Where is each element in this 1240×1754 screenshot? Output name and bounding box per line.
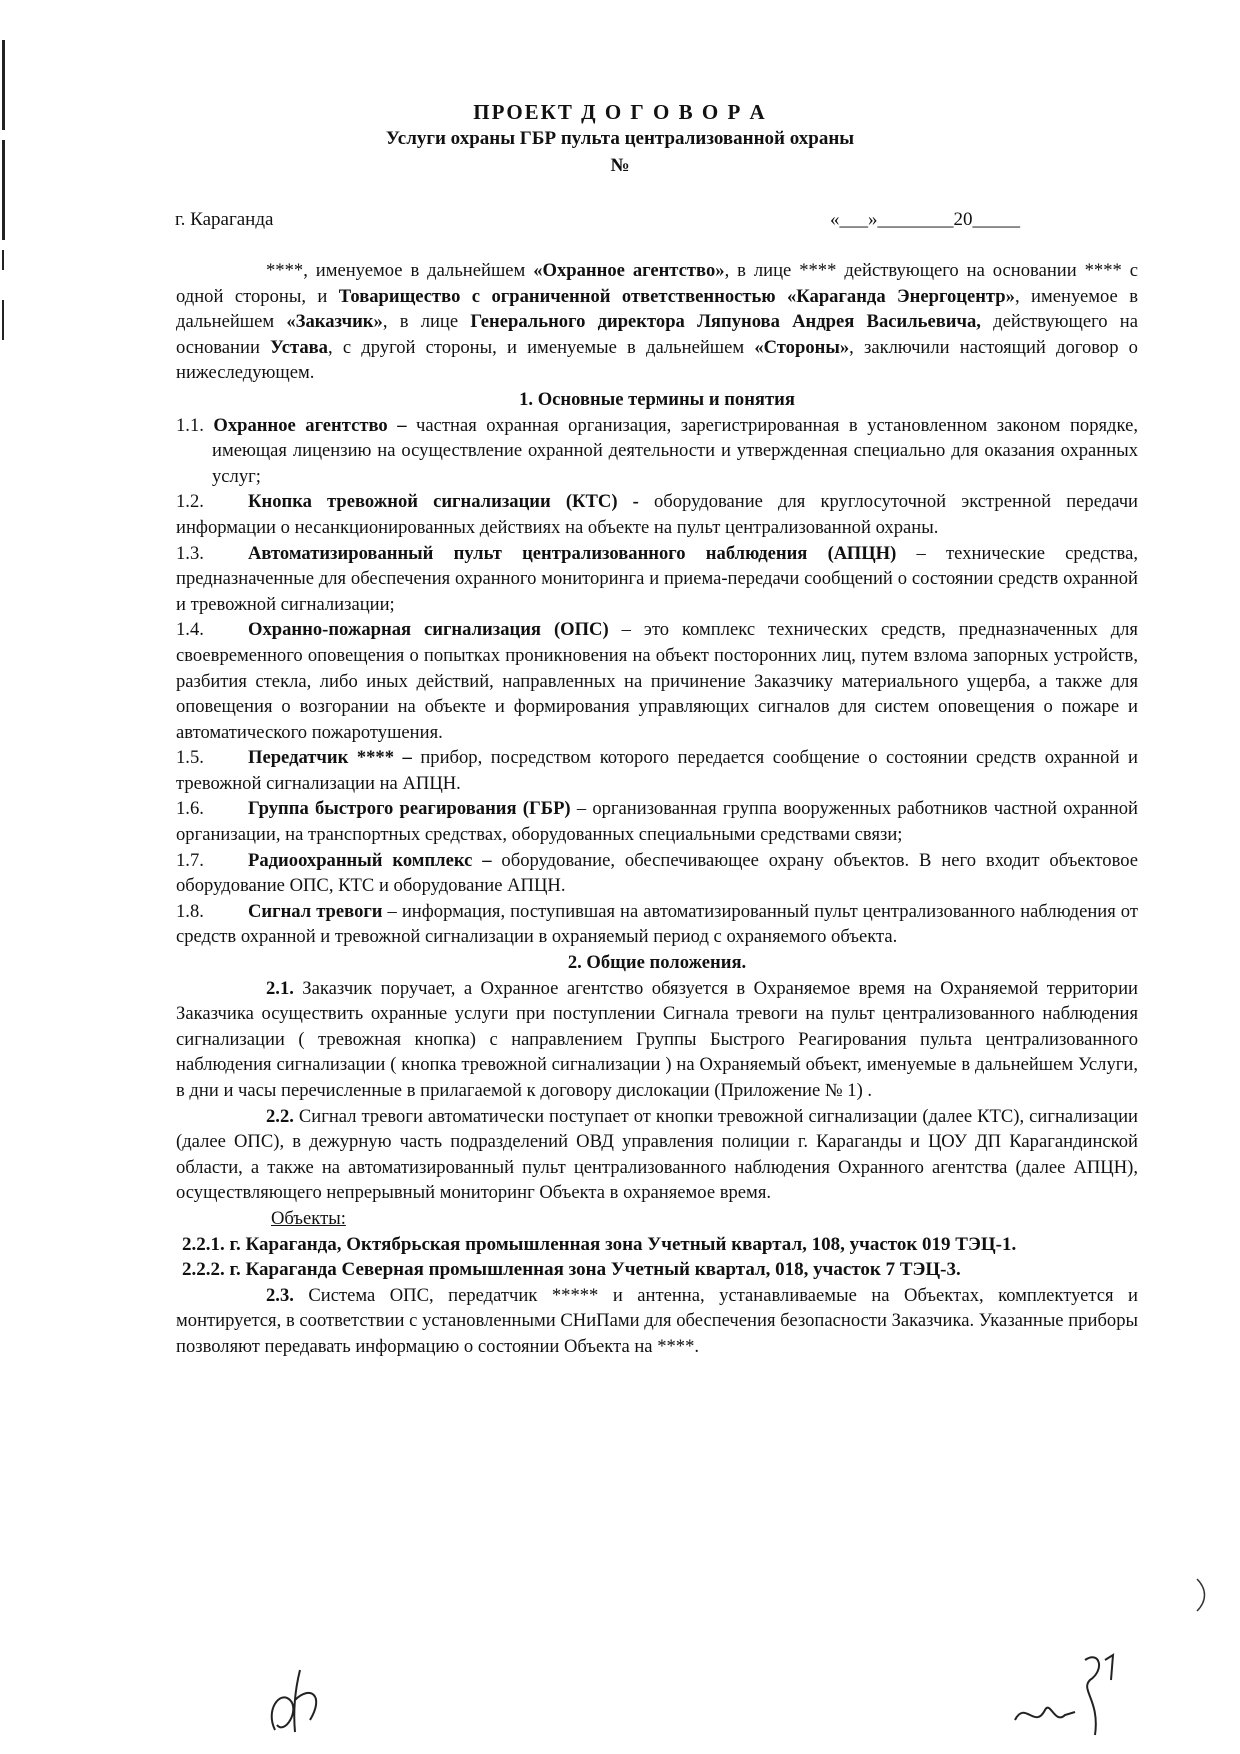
- section-2-heading: 2. Общие положения.: [567, 952, 747, 974]
- document-subtitle: Услуги охраны ГБР пульта централизованной охраны: [385, 128, 855, 149]
- section-1-heading: 1. Основные термины и понятия: [519, 388, 795, 410]
- contract-date: «___»________20_____: [830, 209, 1020, 230]
- signature-right: [1005, 1640, 1135, 1740]
- objects-label: Объекты:: [271, 1207, 346, 1229]
- scan-artifact: [2, 250, 4, 270]
- term-item: 1.6. Группа быстрого реагирования (ГБР) – организованная группа вооруженных работников частной охранной организации, на транспортных средствах, оборудованных специальными средствами связи;: [176, 798, 1138, 846]
- object-item: 2.2.2. г. Караганда Северная промышленная зона Учетный квартал, 018, участок 7 ТЭЦ-3.: [182, 1259, 961, 1281]
- clause-2-3: 2.3. Система ОПС, передатчик ***** и антенна, устанавливаемые на Объектах, комплектуется и монтируется, в соответствии с установленными СНиПами для обеспечения безопасности Заказчика. Указанные приборы позволяют передавать информацию о состоянии Объекта на ****.: [176, 1284, 1138, 1357]
- term-item: 1.4. Охранно-пожарная сигнализация (ОПС) – это комплекс технических средств, предназначенных для своевременного оповещения о попытках проникновения на объект посторонних лиц, путем взлома запорных устройств, разбития стекла, либо иных действий, направленных на причинение Заказчику материального ущерба, а также для оповещения о возгорании на объекте и формирования управляющих сигналов для систем оповещения о пожаре и автоматического пожаротушения.: [176, 619, 1138, 743]
- clause-2-1: 2.1. Заказчик поручает, а Охранное агентство обязуется в Охраняемое время на Охраняемой территории Заказчика осуществить охранные услуги при поступлении Сигнала тревоги на пульт централизованного наблюдения сигнализации ( тревожная кнопка) с направлением Группы Быстрого Реагирования пульта централизованного наблюдения сигнализации ( кнопка тревожной сигнализации ) на Охраняемый объект, именуемые в дальнейшем Услуги, в дни и часы перечисленные в прилагаемой к договору дислокации (Приложение № 1) .: [176, 977, 1138, 1101]
- signature-left: [255, 1660, 345, 1740]
- margin-mark: [1192, 1575, 1212, 1615]
- document-title: ПРОЕКТ Д О Г О В О Р А: [473, 100, 767, 124]
- preamble: ****, именуемое в дальнейшем «Охранное агентство», в лице **** действующего на основании **** с одной стороны, и Товарищество с ограниченной ответственностью «Караганда Энергоцентр», именуемое в дальнейшем «Заказчик», в лице Генерального директора Ляпунова Андрея Васильевича, действующего на основании Устава, с другой стороны, и именуемые в дальнейшем «Стороны», заключили настоящий договор о нижеследующем.: [176, 260, 1138, 384]
- contract-place: г. Караганда: [175, 209, 274, 230]
- document-number: №: [610, 155, 630, 176]
- term-item: 1.8. Сигнал тревоги – информация, поступившая на автоматизированный пульт централизованного наблюдения от средств охранной и тревожной сигнализации в охраняемый период с охраняемого объекта.: [176, 900, 1138, 948]
- term-item: 1.1. Охранное агентство – частная охранная организация, зарегистрированная в установленном законом порядке, имеющая лицензию на осуществление охранной деятельности и утвержденная специально для оказания охранных услуг;: [176, 414, 1138, 487]
- term-item: 1.2. Кнопка тревожной сигнализации (КТС) - оборудование для круглосуточной экстренной передачи информации о несанкционированных действиях на объекте на пульт централизованной охраны.: [176, 491, 1139, 538]
- contract-body: [176, 258, 1138, 1360]
- clause-2-2: 2.2. Сигнал тревоги автоматически поступает от кнопки тревожной сигнализации (далее КТС), сигнализации (далее ОПС), в дежурную часть подразделений ОВД управления полиции г. Караганды и ЦОУ ДП Карагандинской области, а также на автоматизированный пульт централизованного наблюдения Охранного агентства (далее АПЦН), осуществляющего непрерывный мониторинг Объекта в охраняемое время.: [176, 1105, 1138, 1204]
- term-item: 1.3. Автоматизированный пульт централизованного наблюдения (АПЦН) – технические средства, предназначенные для обеспечения охранного мониторинга и приема-передачи сообщений о состоянии средств охранной и тревожной сигнализации;: [176, 542, 1138, 615]
- term-item: 1.5. Передатчик **** – прибор, посредством которого передается сообщение о состоянии средств охранной и тревожной сигнализации на АПЦН.: [176, 747, 1138, 794]
- scan-artifact: [2, 300, 4, 340]
- term-item: 1.7. Радиоохранный комплекс – оборудование, обеспечивающее охрану объектов. В него входит объектовое оборудование ОПС, КТС и оборудование АПЦН.: [176, 849, 1138, 897]
- object-item: 2.2.1. г. Караганда, Октябрьская промышленная зона Учетный квартал, 108, участок 019 ТЭЦ-1.: [182, 1233, 1017, 1255]
